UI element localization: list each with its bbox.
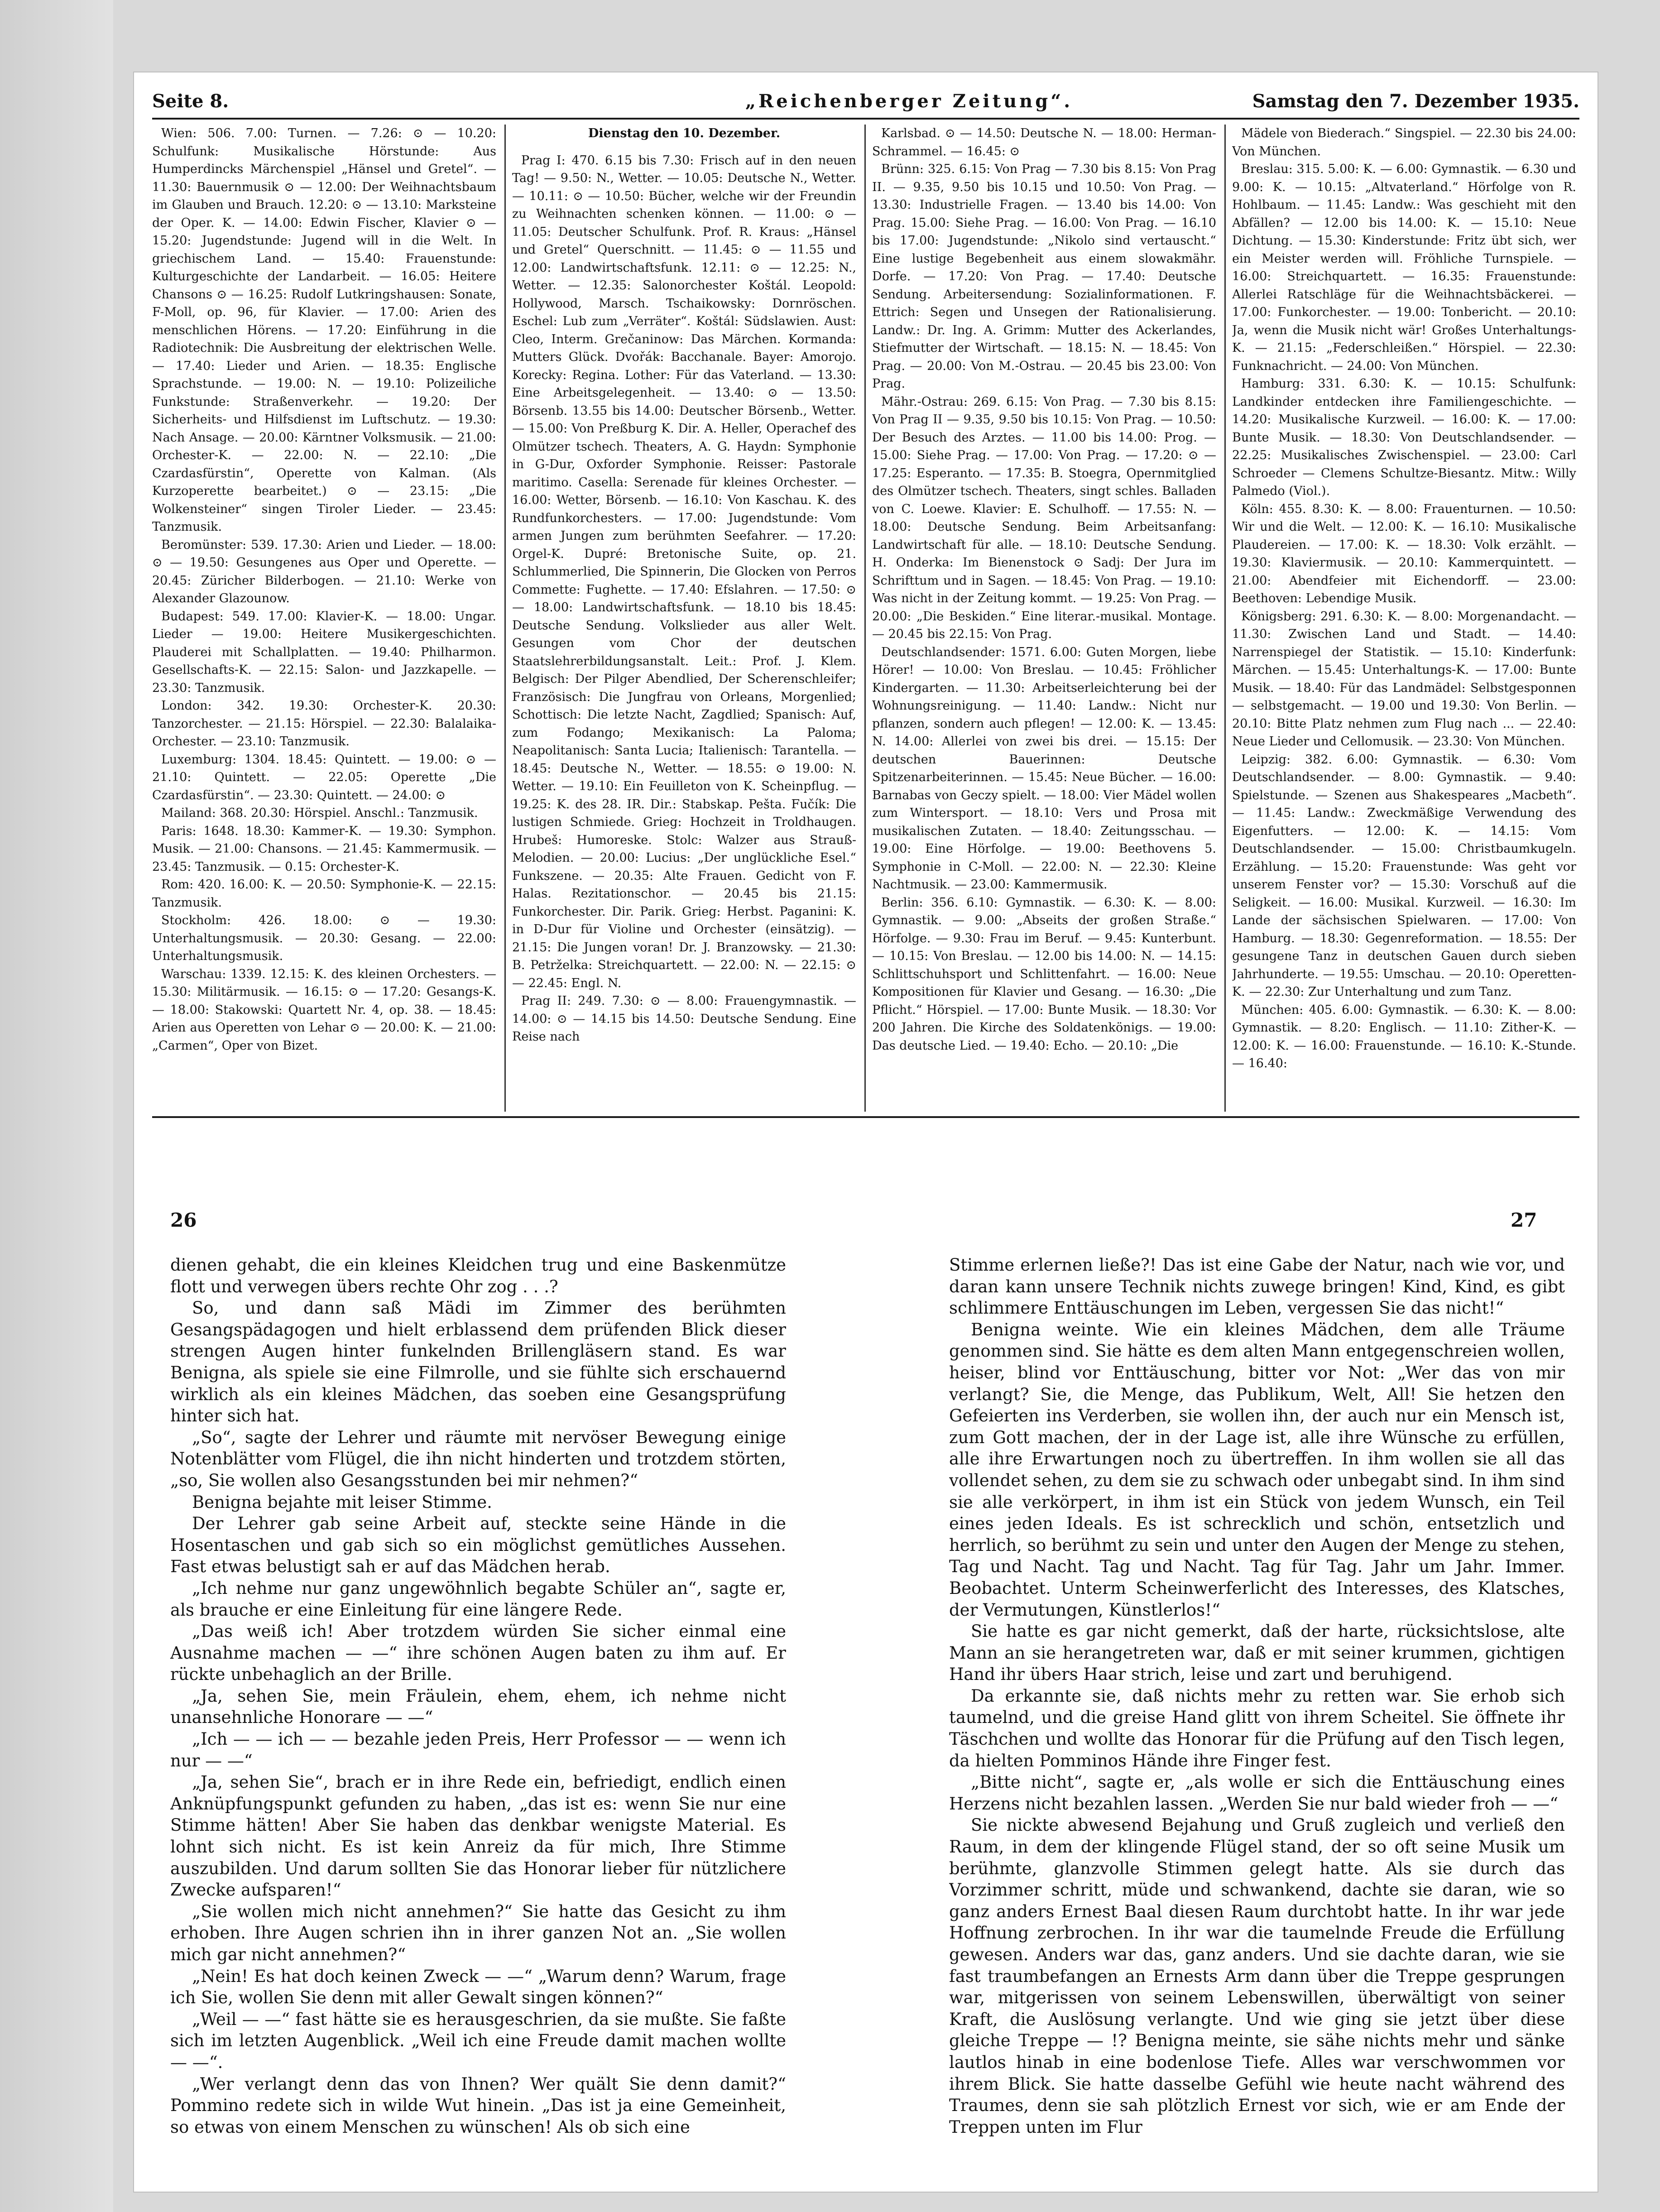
- issue-date: Samstag den 7. Dezember 1935.: [1252, 91, 1579, 112]
- story-paragraph: „So“, sagte der Lehrer und räumte mit nervöser Bewegung einige Notenblätter vom Flügel, die ihn nicht hinderten und trotzdem störten, „so, Sie wollen also Gesangsstunden bei mir nehmen?“: [170, 1427, 786, 1490]
- station-listing: Beromünster: 539. 17.30: Arien und Lieder. — 18.00: ⊙ — 19.50: Gesungenes aus Oper und Operette. — 20.45: Züricher Bilderbogen. — 21.10: Werke von Alexander Glazounow.: [152, 537, 496, 605]
- story-paragraph: Benigna bejahte mit leiser Stimme.: [192, 1492, 492, 1512]
- station-listing: Luxemburg: 1304. 18.45: Quintett. — 19.00: ⊙ — 21.10: Quintett. — 22.05: Operette „Die Czardasfürstin“. — 23.30: Quintett. — 24.00: ⊙: [152, 752, 496, 802]
- running-head: [152, 86, 1579, 120]
- station-listing: Budapest: 549. 17.00: Klavier-K. — 18.00: Ungar. Lieder — 19.00: Heitere Musikergeschichten. Plauderei mit Schallplatten. — 19.40: Philharmon. Gesellschafts-K. — 22.15: Salon- und Jazzkapelle. — 23.30: Tanzmusik.: [152, 609, 496, 695]
- novel-page-left: [170, 1254, 786, 2142]
- station-listing: Leipzig: 382. 6.00: Gymnastik. — 6.30: Vom Deutschlandsender. — 8.00: Gymnastik. — 9.40: Spielstunde. — Szenen aus Shakespeares „Macbeth“. — 11.45: Landw.: Zweckmäßige Verwendung des Eigenfutters. — 12.00: K. — 14.15: Vom Deutschlandsender. — 15.00: Christbaumkugeln. Erzählung. — 15.20: Frauenstunde: Was geht vor unserem Fenster vor? — 15.30: Vorschuß auf die Seligkeit. — 16.00: Musikal. Kurzweil. — 16.30: Im Lande der sächsischen Spielwaren. — 17.00: Von Hamburg. — 18.30: Gegenreformation. — 18.55: Der gesungene Tanz in deutschen Gauen durch sieben Jahrhunderte. — 19.55: Umschau. — 20.10: Operetten-K. — 22.30: Zur Unterhaltung und zum Tanz.: [1232, 752, 1576, 999]
- station-listing: Wien: 506. 7.00: Turnen. — 7.26: ⊙ — 10.20: Schulfunk: Musikalische Hörstunde: Aus Humperdincks Märchenspiel „Hänsel und Gretel“. — 11.30: Bauernmusik ⊙ — 12.00: Der Weihnachtsbaum im Glauben und Brauch. 12.20: ⊙ — 13.10: Marksteine der Oper. K. — 14.00: Edwin Fischer, Klavier ⊙ — 15.20: Jugendstunde: Jugend will in die Welt. In griechischem Land. — 15.40: Frauenstunde: Kulturgeschichte der Landarbeit. — 16.05: Heitere Chansons ⊙ — 16.25: Rudolf Lutkringshausen: Sonate, F-Moll, op. 96, für Klavier. — 17.00: Arien des menschlichen Hörens. — 17.20: Einführung in die Radiotechnik: Die Ausbreitung der elektrischen Welle. — 17.40: Lieder und Arien. — 18.35: Englische Sprachstunde. — 19.00: N. — 19.10: Polizeiliche Funkstunde: Straßenverkehr. — 19.20: Der Sicherheits- und Hilfsdienst im Luftschutz. — 19.30: Nach Ansage. — 20.00: Kärntner Volksmusik. — 21.00: Orchester-K. — 22.00: N. — 22.10: „Die Czardasfürstin“, Operette von Kalman. (Als Kurzoperette bearbeitet.) ⊙ — 23.15: „Die Wolkensteiner“ singen Tiroler Lieder. — 23.45: Tanzmusik.: [152, 126, 496, 534]
- station-listing: Prag II: 249. 7.30: ⊙ — 8.00: Frauengymnastik. — 14.00: ⊙ — 14.15 bis 14.50: Deutsche Sendung. Eine Reise nach: [512, 994, 856, 1044]
- page-label: Seite 8.: [152, 91, 229, 112]
- station-listing: Köln: 455. 8.30: K. — 8.00: Frauenturnen. — 10.50: Wir und die Welt. — 12.00: K. — 16.10: Musikalische Plaudereien. — 17.00: K. — 18.30: Volk erzählt. — 19.30: Klaviermusik. — 20.10: Kammerquintett. — 21.00: Abendfeier mit Eichendorff. — 23.00: Beethoven: Lebendige Musik.: [1232, 502, 1576, 605]
- story-paragraph: Benigna weinte. Wie ein kleines Mädchen, dem alle Träume genommen sind. Sie hätte es dem alten Mann entgegenschreien wollen, heiser, blind vor Enttäuschung, bitter vor Not: „Wer das von mir verlangt? Sie, die Menge, das Publikum, Welt, All! Sie hetzen den Gefeierten ins Verderben, sie wollen ihn, der auch nur ein Mensch ist, zum Gott machen, der in der Lage ist, alle ihre Wünsche zu erfüllen, alle ihre Erwartungen noch zu übertreffen. In ihm wollen sie all das vollendet sehen, zu dem sie zu schwach oder unbegabt sind. In ihm sind sie alle verkörpert, in ihm ist ein Stück von jedem Wunsch, ein Teil eines jeden Ideals. Es ist schrecklich und schön, entsetzlich und herrlich, so berühmt zu sein und unter den Augen der Menge zu stehen, Tag und Nacht. Tag und Nacht. Tag für Tag. Jahr um Jahr. Immer. Beobachtet. Unterm Scheinwerferlicht des Interesses, des Klatsches, der Vermutungen, Künstlerlos!“: [949, 1320, 1565, 1620]
- station-listing: Paris: 1648. 18.30: Kammer-K. — 19.30: Symphon. Musik. — 21.00: Chansons. — 21.45: Kammermusik. — 23.45: Tanzmusik. — 0.15: Orchester-K.: [152, 824, 496, 874]
- station-listing: Brünn: 325. 6.15: Von Prag — 7.30 bis 8.15: Von Prag II. — 9.35, 9.50 bis 10.15 und 10.50: Von Prag. — 13.30: Industrielle Fragen. — 13.40 bis 14.00: Von Prag. 15.00: Siehe Prag. — 16.00: Von Prag. — 16.10 bis 17.00: Jugendstunde: „Nikolo sind vertauscht.“ Eine lustige Begebenheit aus einem slowakmähr. Dorfe. — 17.20: Von Prag. — 17.40: Deutsche Sendung. Arbeitersendung: Sozialinformationen. F. Ettrich: Segen und Unsegen der Rationalisierung. Landw.: Dr. Ing. A. Grimm: Mutter des Ackerlandes, Stiefmutter der Wirtschaft. — 18.15: N. — 18.45: Von Prag. — 20.00: Von M.-Ostrau. — 20.45 bis 23.00: Von Prag.: [872, 162, 1216, 391]
- story-paragraph: Da erkannte sie, daß nichts mehr zu retten war. Sie erhob sich taumelnd, und die greise Hand glitt von ihrem Scheitel. Sie öffnete ihr Täschchen und wollte das Honorar für die Prüfung auf den Tisch legen, da hielten Pomminos Hände ihre Finger fest.: [949, 1686, 1565, 1771]
- radio-program-section: [152, 125, 1579, 1118]
- story-paragraph: „Bitte nicht“, sagte er, „als wolle er sich die Enttäuschung eines Herzens nicht bezahlen lassen. „Werden Sie nur bald wieder froh — —“: [949, 1772, 1565, 1814]
- story-paragraph: Sie nickte abwesend Bejahung und Gruß zugleich und verließ den Raum, in dem der klingende Flügel stand, der so oft seine Musik um berühmte, glanzvolle Stimmen gelegt hatte. Als sie durch das Vorzimmer schritt, müde und schwankend, dachte sie daran, wie so ganz anders Ernest Baal diesen Raum durchtobt hatte. In ihr war jede Hoffnung zerbrochen. In ihr war die taumelnde Freude die Erfüllung gewesen. Anders war das, ganz anders. Und sie dachte daran, wie sie fast traumbefangen an Ernests Arm dann über die Treppe gesprungen war, mitgerissen von seinem Lebenswillen, überwältigt von seiner Kraft, die Auslösung verlangte. Und wie ging sie jetzt über diese gleiche Treppe — !? Benigna meinte, sie sähe nichts mehr und sänke lautlos hinab in eine bodenlose Tiefe. Alles war verschwommen vor ihrem Blick. Sie hatte dasselbe Gefühl wie heute nacht während des Traumes, denn sie sah plötzlich Ernest vor sich, wie er am Ende der Treppen unten im Flur: [949, 1815, 1565, 2137]
- story-paragraph: „Sie wollen mich nicht annehmen?“ Sie hatte das Gesicht zu ihm erhoben. Ihre Augen schrien ihn in ihrer ganzen Not an. „Sie wollen mich gar nicht annehmen?“: [170, 1901, 786, 1964]
- story-paragraph: Der Lehrer gab seine Arbeit auf, steckte seine Hände in die Hosentaschen und gab sich so ein möglichst gemütliches Aussehen. Fast etwas belustigt sah er auf das Mädchen herab.: [170, 1514, 786, 1577]
- station-listing: Breslau: 315. 5.00: K. — 6.00: Gymnastik. — 6.30 und 9.00: K. — 10.15: „Altvaterland.“ Hörfolge von R. Hohlbaum. — 11.45: Landw.: Was geschieht mit den Abfällen? — 12.00 bis 14.00: K. — 15.10: Neue Dichtung. — 15.30: Kinderstunde: Fritz übt sich, wer ein Meister werden will. Fröhliche Turnspiele. — 16.00: Streichquartett. — 16.35: Frauenstunde: Allerlei Ratschläge für die Weihnachtsbäckerei. — 17.00: Funkorchester. — 19.00: Tonbericht. — 20.10: Ja, wenn die Musik nicht wär! Großes Unterhaltungs-K. — 21.15: „Federschleißen.“ Hörspiel. — 22.30: Funknachricht. — 24.00: Von München.: [1232, 162, 1576, 373]
- radio-column-3: [872, 125, 1216, 1112]
- station-listing: Berlin: 356. 6.10: Gymnastik. — 6.30: K. — 8.00: Gymnastik. — 9.00: „Abseits der großen Straße.“ Hörfolge. — 9.30: Frau im Beruf. — 9.45: Kunterbunt. — 10.15: Von Breslau. — 12.00 bis 14.00: N. — 14.15: Schlittschuhsport und Schlittenfahrt. — 16.00: Neue Kompositionen für Klavier und Gesang. — 16.30: „Die Pflicht.“ Hörspiel. — 17.00: Bunte Musik. — 18.30: Vor 200 Jahren. Die Kirche des Soldatenkönigs. — 19.00: Das deutsche Lied. — 19.40: Echo. — 20.10: „Die: [872, 895, 1216, 1053]
- novel-page-right: [949, 1254, 1565, 2142]
- column-rule: [864, 125, 866, 1112]
- station-listing: Mädele von Biederach.“ Singspiel. — 22.30 bis 24.00: Von München.: [1232, 126, 1576, 158]
- story-paragraph: So, und dann saß Mädi im Zimmer des berühmten Gesangspädagogen und hielt erblassend dem prüfenden Blick dieser strengen Augen hinter funkelnden Brillengläsern stand. Es war Benigna, als spiele sie eine Filmrolle, und sie fühlte sich erschauernd wirklich als ein kleines Mädchen, das soeben eine Gesangsprüfung hinter sich hat.: [170, 1298, 786, 1426]
- story-paragraph: Stimme erlernen ließe?! Das ist eine Gabe der Natur, nach wie vor, und daran kann unsere Technik nichts zuwege bringen! Kind, Kind, es gibt schlimmere Enttäuschungen im Leben, vergessen Sie das nicht!“: [949, 1255, 1565, 1318]
- radio-column-4: [1232, 125, 1576, 1112]
- station-listing: Deutschlandsender: 1571. 6.00: Guten Morgen, liebe Hörer! — 10.00: Von Breslau. — 10.45: Fröhlicher Kindergarten. — 11.30: Arbeitserleichterung bei der Wohnungsreinigung. — 11.40: Landw.: Nicht nur pflanzen, sondern auch pflegen! — 12.00: K. — 13.45: N. 14.00: Allerlei von zwei bis drei. — 15.15: Der deutschen Bauerinnen: Deutsche Spitzenarbeiterinnen. — 15.45: Neue Bücher. — 16.00: Barnabas von Geczy spielt. — 18.00: Vier Mädel wollen zum Wintersport. — 18.10: Vers und Prosa mit musikalischen Zutaten. — 18.40: Zeitungsschau. — 19.00: Eine Hörfolge. — 19.00: Beethovens 5. Symphonie in C-Moll. — 22.00: N. — 22.30: Kleine Nachtmusik. — 23.00: Kammermusik.: [872, 645, 1216, 892]
- station-listing: Rom: 420. 16.00: K. — 20.50: Symphonie-K. — 22.15: Tanzmusik.: [152, 878, 496, 910]
- radio-column-1: [152, 125, 496, 1112]
- story-paragraph: „Weil — —“ fast hätte sie es herausgeschrien, da sie mußte. Sie faßte sich im letzten Augenblick. „Weil ich eine Freude damit machen wollte — —“.: [170, 2009, 786, 2072]
- book-page-number-left: 26: [170, 1209, 197, 1231]
- story-paragraph: „Das weiß ich! Aber trotzdem würden Sie sicher einmal eine Ausnahme machen — —“ ihre schönen Augen baten zu ihm auf. Er rückte unbehaglich an der Brille.: [170, 1622, 786, 1684]
- story-paragraph: Sie hatte es gar nicht gemerkt, daß der harte, rücksichtslose, alte Mann an sie herangetreten war, daß er mit seiner krummen, gichtigen Hand ihr übers Haar strich, leise und zart und beruhigend.: [949, 1622, 1565, 1684]
- story-paragraph: „Nein! Es hat doch keinen Zweck — —“ „Warum denn? Warum, frage ich Sie, wollen Sie denn mit aller Gewalt singen können?“: [170, 1966, 786, 2008]
- station-listing: Königsberg: 291. 6.30: K. — 8.00: Morgenandacht. — 11.30: Zwischen Land und Stadt. — 14.40: Narrenspiegel der Statistik. — 15.10: Kinderfunk: Märchen. — 15.45: Unterhaltungs-K. — 17.00: Bunte Musik. — 18.40: Für das Landmädel: Selbstgesponnen — selbstgemacht. — 19.00 und 19.30: Von Berlin. — 20.10: Bitte Platz nehmen zum Flug nach ... — 22.40: Neue Lieder und Cellomusik. — 23.30: Von München.: [1232, 609, 1576, 749]
- station-listing: Karlsbad. ⊙ — 14.50: Deutsche N. — 18.00: Herman-Schrammel. — 16.45: ⊙: [872, 126, 1216, 158]
- station-listing: London: 342. 19.30: Orchester-K. 20.30: Tanzorchester. — 21.15: Hörspiel. — 22.30: Balalaika-Orchester. — 23.10: Tanzmusik.: [152, 699, 496, 749]
- radio-column-2: [512, 125, 856, 1112]
- station-listing: Prag I: 470. 6.15 bis 7.30: Frisch auf in den neuen Tag! — 9.50: N., Wetter. — 10.05: Deutsche N., Wetter. — 10.11: ⊙ — 10.50: Bücher, welche wir der Freundin zu Weihnachten schenken können. — 11.00: ⊙ — 11.05: Deutscher Schulfunk. Prof. R. Kraus: „Hänsel und Gretel“ Querschnitt. — 11.45: ⊙ — 11.55 und 12.00: Landwirtschaftsfunk. 12.11: ⊙ — 12.25: N., Wetter. — 12.35: Salonorchester Koštál. Leopold: Hollywood, Marsch. Tschaikowsky: Dornröschen. Eschel: Lub zum „Verräter“. Koštál: Südslawien. Aust: Cleo, Interm. Grečaninow: Das Märchen. Kormanda: Mutters Glück. Dvořák: Bacchanale. Bayer: Amorojo. Korecky: Regina. Lother: Für das Vaterland. — 13.30: Eine Arbeitsgelegenheit. — 13.40: ⊙ — 13.50: Börsenb. 13.55 bis 14.00: Deutscher Börsenb., Wetter. — 15.00: Von Preßburg K. Dir. A. Heller, Operachef des Olmützer tschech. Theaters, A. G. Haydn: Symphonie in G-Dur, Oxforder Symphonie. Reisser: Pastorale maritimo. Casella: Serenade für kleines Orchester. — 16.00: Wetter, Börsenb. — 16.10: Von Kaschau. K. des Rundfunkorchesters. — 17.00: Jugendstunde: Vom armen Jungen zum berühmten Seefahrer. — 17.20: Orgel-K. Dupré: Bretonische Suite, op. 21. Schlummerlied, Die Spinnerin, Die Glocken von Perros Commette: Fughette. — 17.40: Efslahren. — 17.50: ⊙ — 18.00: Landwirtschaftsfunk. — 18.10 bis 18.45: Deutsche Sendung. Volkslieder aus aller Welt. Gesungen vom Chor der deutschen Staatslehrerbildungsanstalt. Leit.: Prof. J. Klem. Belgisch: Der Pilger Abendlied, Der Scherenschleifer; Französisch: Die Jungfrau von Orleans, Morgenlied; Schottisch: Die letzte Nacht, Zagdlied; Spanisch: Auf, zum Fodango; Mexikanisch: La Paloma; Neapolitanisch: Santa Lucia; Italienisch: Tarantella. — 18.45: Deutsche N., Wetter. — 18.55: ⊙ 19.00: N. Wetter. — 19.10: Ein Feuilleton von K. Scheinpflug. — 19.25: K. des 28. IR. Dir.: Stabskap. Pešta. Fučík: Die lustigen Schmiede. Grieg: Hochzeit in Troldhaugen. Hrubeš: Humoreske. Stolc: Walzer aus Strauß-Melodien. — 20.00: Lucius: „Der unglückliche Esel.“ Funkszene. — 20.35: Alte Frauen. Gedicht von F. Halas. Rezitationschor. — 20.45 bis 21.15: Funkorchester. Dir. Parik. Grieg: Herbst. Paganini: K. in D-Dur für Violine und Orchester (einsätzig). — 21.15: Die Jungen voran! Dr. J. Branzowsky. — 21.30: B. Petrželka: Streichquartett. — 22.00: N. — 22.15: ⊙ — 22.45: Engl. N.: [512, 153, 856, 990]
- story-paragraph: „Ja, sehen Sie, mein Fräulein, ehem, ehem, ich nehme nicht unansehnliche Honorare — —“: [170, 1686, 786, 1727]
- story-paragraph: „Ich — — ich — — bezahle jeden Preis, Herr Professor — — wenn ich nur — —“: [170, 1729, 786, 1771]
- column-rule: [504, 125, 506, 1112]
- scan-left-edge: [0, 0, 113, 2212]
- story-paragraph: „Ja, sehen Sie“, brach er in ihre Rede ein, befriedigt, endlich einen Anknüpfungspunkt gefunden zu haben, „das ist es: wenn Sie nur eine Stimme hätten! Aber Sie haben das denkbar wenigste Material. Es lohnt sich nicht. Es ist kein Anreiz da für mich, Ihre Stimme auszubilden. Und darum sollten Sie das Honorar lieber für nützlichere Zwecke aufsparen!“: [170, 1772, 786, 1900]
- station-listing: Stockholm: 426. 18.00: ⊙ — 19.30: Unterhaltungsmusik. — 20.30: Gesang. — 22.00: Unterhaltungsmusik.: [152, 913, 496, 963]
- newspaper-title: „Reichenberger Zeitung“.: [745, 91, 1073, 112]
- story-paragraph: „Wer verlangt denn das von Ihnen? Wer quält Sie denn damit?“ Pommino redete sich in wilde Wut hinein. „Das ist ja eine Gemeinheit, so etwas von einem Menschen zu wünschen! Als ob sich eine: [170, 2074, 786, 2137]
- story-paragraph: „Ich nehme nur ganz ungewöhnlich begabte Schüler an“, sagte er, als brauche er eine Einleitung für eine längere Rede.: [170, 1578, 786, 1620]
- station-listing: München: 405. 6.00: Gymnastik. — 6.30: K. — 8.00: Gymnastik. — 8.20: Englisch. — 11.10: Zither-K. — 12.00: K. — 16.00: Frauenstunde. — 16.10: K.-Stunde. — 16.40:: [1232, 1003, 1576, 1070]
- station-listing: Mailand: 368. 20.30: Hörspiel. Anschl.: Tanzmusik.: [161, 806, 478, 820]
- day-heading: Dienstag den 10. Dezember.: [588, 126, 781, 140]
- newspaper-page: [134, 72, 1598, 2192]
- book-page-number-right: 27: [1511, 1209, 1537, 1231]
- station-listing: Warschau: 1339. 12.15: K. des kleinen Orchesters. — 15.30: Militärmusik. — 16.15: ⊙ — 17.20: Gesangs-K. — 18.00: Stakowski: Quartett Nr. 4, op. 38. — 18.45: Arien aus Operetten von Lehar ⊙ — 20.00: K. — 21.00: „Carmen“, Oper von Bizet.: [152, 967, 496, 1053]
- story-paragraph: dienen gehabt, die ein kleines Kleidchen trug und eine Baskenmütze flott und verwegen übers rechte Ohr zog . . .?: [170, 1255, 786, 1296]
- column-rule: [1224, 125, 1226, 1112]
- station-listing: Hamburg: 331. 6.30: K. — 10.15: Schulfunk: Landkinder entdecken ihre Familiengeschichte. — 14.20: Musikalische Kurzweil. — 16.00: K. — 17.00: Bunte Musik. — 18.30: Von Deutschlandsender. — 22.25: Musikalisches Zwischenspiel. — 23.00: Carl Schroeder — Clemens Schultze-Biesantz. Mitw.: Willy Palmedo (Viol.).: [1232, 377, 1576, 498]
- station-listing: Mähr.-Ostrau: 269. 6.15: Von Prag. — 7.30 bis 8.15: Von Prag II — 9.35, 9.50 bis 10.15: Von Prag. — 10.50: Der Besuch des Arztes. — 11.00 bis 14.00: Prog. — 15.00: Siehe Prag. — 17.00: Von Prag. — 17.20: ⊙ — 17.25: Esperanto. — 17.35: B. Stoegra, Opernmitglied des Olmützer tschech. Theaters, singt schles. Balladen von C. Loewe. Klavier: E. Schulhoff. — 17.55: N. — 18.00: Deutsche Sendung. Beim Arbeitsanfang: Landwirtschaft für alle. — 18.10: Deutsche Sendung. H. Onderka: Im Bienenstock ⊙ Sadj: Der Jura im Schrifttum und in Sagen. — 18.45: Von Prag. — 19.10: Was nicht in der Zeitung kommt. — 19.25: Von Prag. — 20.00: „Die Beskiden.“ Eine literar.-musikal. Montage. — 20.45 bis 22.15: Von Prag.: [872, 394, 1216, 641]
